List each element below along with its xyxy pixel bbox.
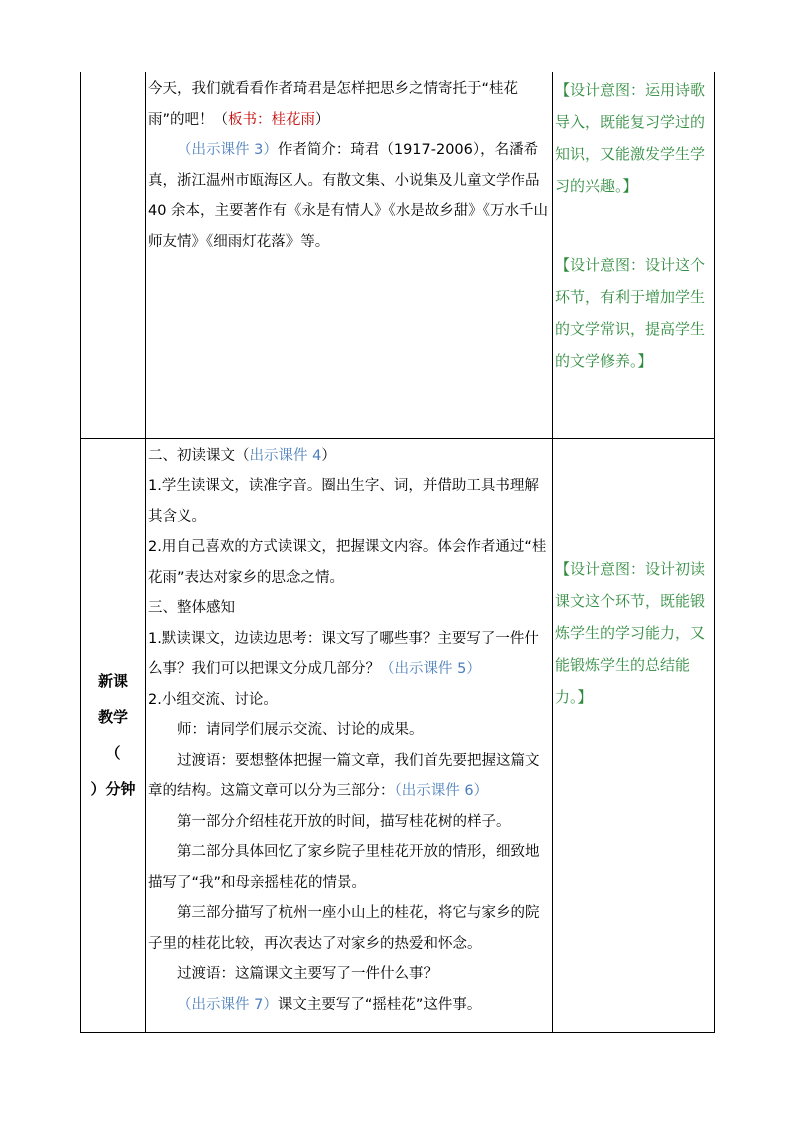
final-line: （出示课件 7）课文主要写了“摇桂花”这件事。 (177, 996, 482, 1013)
part-description: 第三部分描写了杭州一座小山上的桂花，将它与家乡的院子里的桂花比较，再次表达了对家乡的热爱和怀念。 (148, 905, 540, 952)
section-label-cell (81, 438, 146, 1032)
section-label-line: 新课 (97, 672, 128, 690)
teacher-line: 师：请同学们展示交流、讨论的成果。 (177, 722, 424, 738)
courseware-ref: （出示课件 7） (177, 996, 278, 1013)
courseware-ref: （出示课件 5） (380, 661, 481, 677)
section-heading: 三、整体感知 (148, 600, 235, 616)
intro-paragraph: 今天，我们就看看作者琦君是怎样把思乡之情寄托于“桂花雨”的吧！（板书：桂花雨） (148, 81, 519, 128)
list-item: 1.默读课文，边读边思考：课文写了哪些事？主要写了一件什么事？我们可以把课文分成几部分？（出示课件 5） (148, 630, 539, 677)
lesson-plan-table (80, 72, 715, 1033)
design-intent-1: 【设计意图：运用诗歌导入，既能复习学过的知识，又能激发学生学习的兴趣。】 (555, 81, 706, 195)
transition-line: 过渡语：要想整体把握一篇文章，我们首先要把握这篇文章的结构。这篇文章可以分为三部分：（出示课件 6） (148, 752, 540, 799)
courseware-ref: 出示课件 4 (249, 447, 322, 464)
section-label-line: ）分钟 (90, 780, 136, 798)
list-item: 2.小组交流、讨论。 (148, 691, 278, 708)
part-description: 第二部分具体回忆了家乡院子里桂花开放的情形，细致地描写了“我”和母亲摇桂花的情景。 (148, 844, 540, 891)
board-writing: 板书：桂花雨 (228, 111, 316, 128)
design-intent-3: 【设计意图：设计初读课文这个环节，既能锻炼学生的学习能力，又能锻炼学生的总结能力。】 (555, 559, 706, 706)
section-label-line: 教学 (97, 708, 128, 726)
courseware-ref: （出示课件 3） (177, 142, 278, 158)
section-label-line: （ (105, 744, 121, 762)
part-description: 第一部分介绍桂花开放的时间，描写桂花树的样子。 (177, 813, 511, 830)
courseware-ref: （出示课件 6） (394, 783, 489, 799)
author-intro-paragraph: （出示课件 3）作者简介：琦君（1917-2006），名潘希真，浙江温州市瓯海区人。有散文集、小说集及儿童文学作品 40 余本，主要著作有《永是有情人》《水是故乡甜》《万水千山师友情》《细雨灯花落》等。 (148, 142, 549, 250)
design-intent-cell (553, 72, 715, 438)
content-cell-intro (146, 72, 553, 438)
list-item: 1.学生读课文，读准字音。圈出生字、词，并借助工具书理解其含义。 (148, 478, 539, 525)
table-row (81, 72, 715, 438)
content-cell-reading (146, 438, 553, 1032)
transition-line: 过渡语：这篇课文主要写了一件什么事？ (177, 966, 438, 982)
design-intent-2: 【设计意图：设计这个环节，有利于增加学生的文学常识，提高学生的文学修养。】 (555, 256, 706, 370)
table-row (81, 438, 715, 1032)
list-item: 2.用自己喜欢的方式读课文，把握课文内容。体会作者通过“桂花雨”表达对家乡的思念之情。 (148, 539, 547, 586)
section-heading: 二、初读课文（出示课件 4） (148, 447, 336, 464)
label-cell-empty (81, 72, 146, 438)
design-intent-cell (553, 438, 715, 1032)
